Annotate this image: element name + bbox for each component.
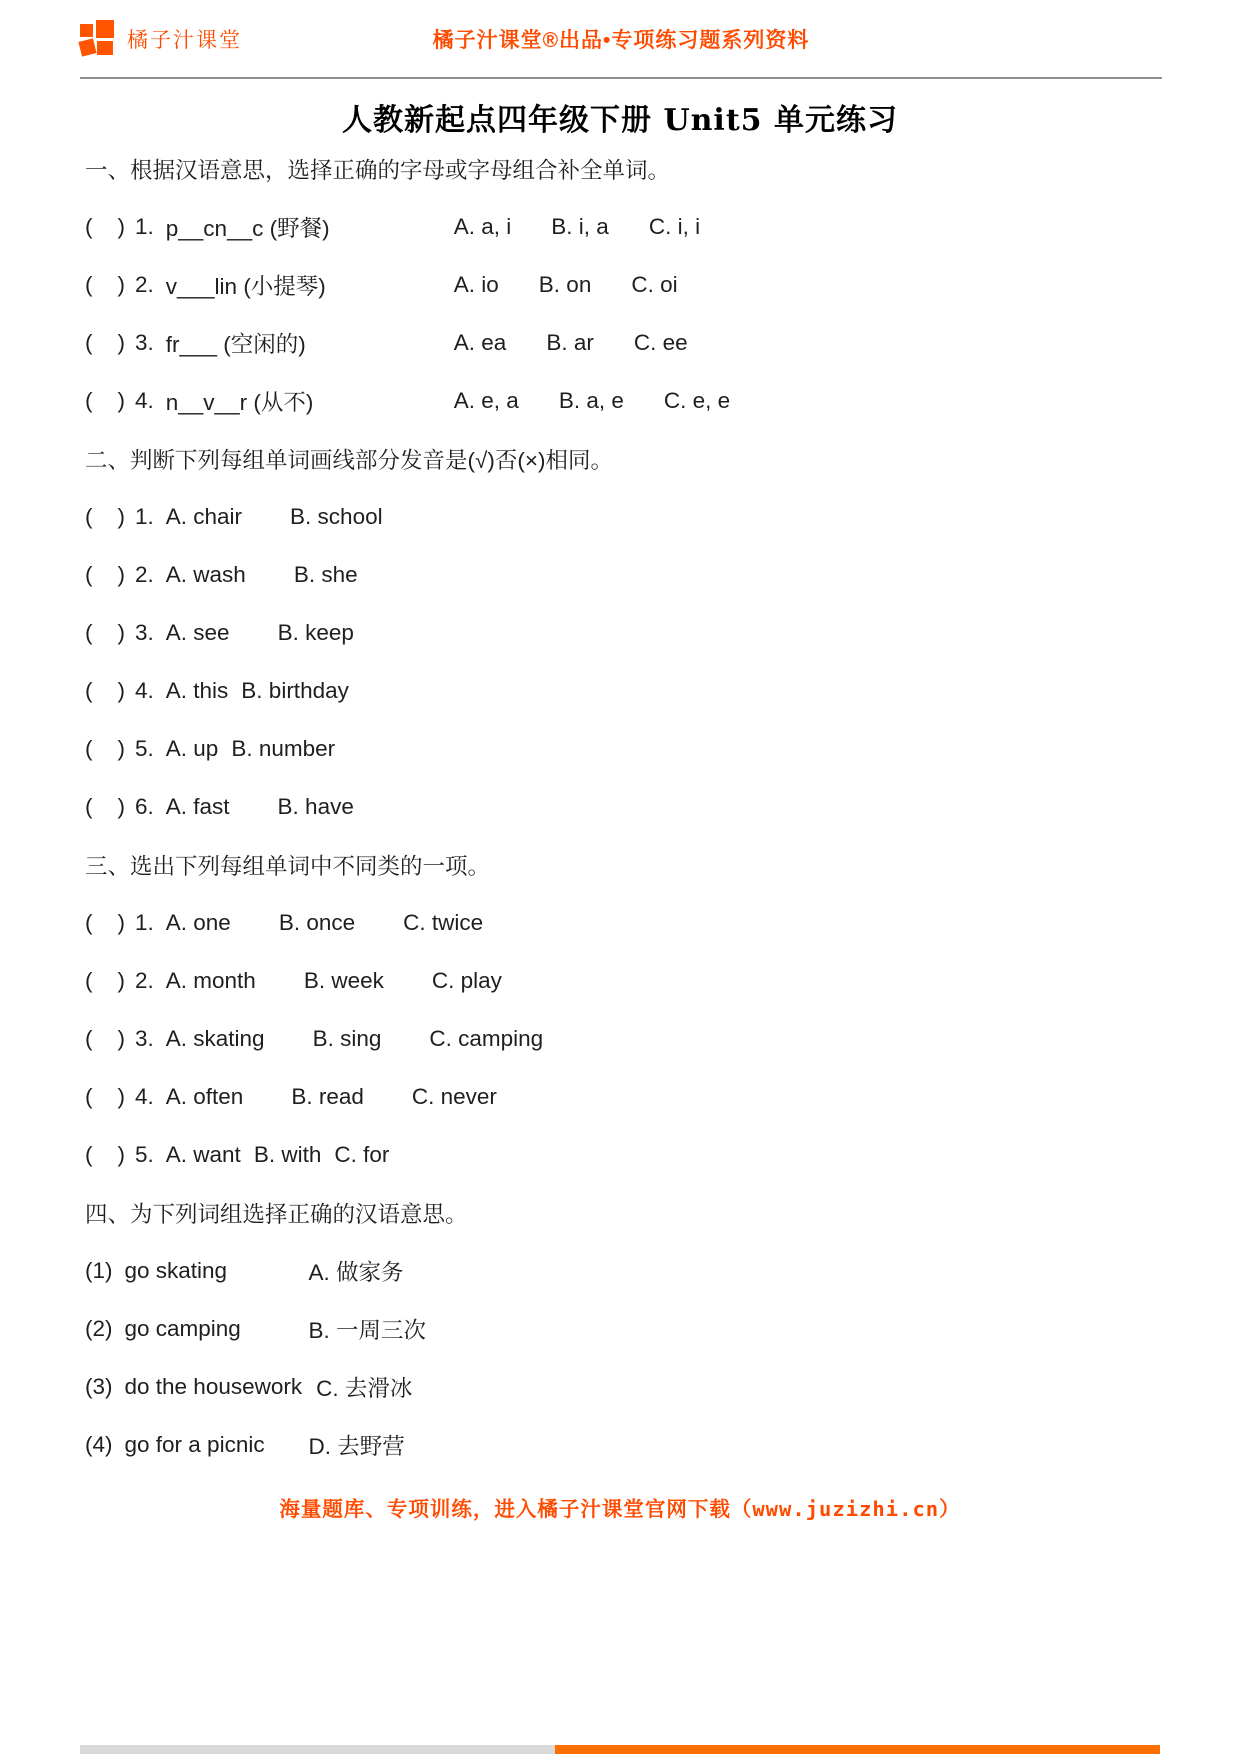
option-a: A. see <box>165 620 230 645</box>
question-row <box>85 256 1162 314</box>
question-number: 4. <box>135 388 154 413</box>
page-title: 人教新起点四年级下册 Unit5 单元练习 <box>342 103 898 138</box>
header-tagline: 橘子汁课堂®出品•专项练习题系列资料 <box>432 28 810 52</box>
option-a: A. up <box>165 736 219 761</box>
question-number: 4. <box>135 678 154 703</box>
question-number: 1. <box>135 214 154 239</box>
answer-blank: ( ) <box>85 214 125 239</box>
option-a: A. chair <box>165 504 243 529</box>
option-c: C. i, i <box>648 214 701 239</box>
option-c: C. for <box>334 1142 390 1167</box>
option-b: B. sing <box>312 1026 382 1051</box>
brand-logo-group <box>80 19 242 59</box>
bottom-accent-bar <box>80 1745 1160 1754</box>
option-a: A. io <box>453 272 499 297</box>
answer-blank: ( ) <box>85 1142 125 1167</box>
question-number: 1. <box>135 504 154 529</box>
question-number: 2. <box>135 562 154 587</box>
option-c: C. twice <box>403 910 484 935</box>
option-c: C. never <box>411 1084 497 1109</box>
section4-heading: 四、为下列词组选择正确的汉语意思。 <box>85 1202 468 1227</box>
question-row <box>85 720 1162 778</box>
option-a: A. a, i <box>453 214 512 239</box>
option-a: A. want <box>165 1142 241 1167</box>
option-b: B. keep <box>277 620 354 645</box>
question-row <box>85 662 1162 720</box>
question-number: 6. <box>135 794 154 819</box>
option-a: A. wash <box>165 562 246 587</box>
match-row <box>85 1300 1162 1358</box>
option-a: A. ea <box>453 330 507 355</box>
answer-blank: ( ) <box>85 1026 125 1051</box>
english-phrase: do the housework <box>124 1374 303 1399</box>
question-row <box>85 314 1162 372</box>
option-b: B. number <box>231 736 336 761</box>
option-b: B. she <box>293 562 358 587</box>
item-number: (4) <box>85 1432 113 1457</box>
section3-heading: 三、选出下列每组单词中不同类的一项。 <box>85 854 491 879</box>
option-b: B. have <box>277 794 354 819</box>
match-row <box>85 1416 1162 1474</box>
match-row <box>85 1358 1162 1416</box>
option-c: C. e, e <box>663 388 731 413</box>
option-a: A. this <box>165 678 229 703</box>
question-number: 3. <box>135 1026 154 1051</box>
option-c: C. ee <box>633 330 688 355</box>
question-number: 2. <box>135 968 154 993</box>
english-phrase: go camping <box>124 1316 241 1341</box>
answer-blank: ( ) <box>85 1084 125 1109</box>
question-row <box>85 372 1162 430</box>
page-header <box>80 0 1162 79</box>
option-a: A. e, a <box>453 388 519 413</box>
english-phrase: go for a picnic <box>124 1432 265 1457</box>
option-c: C. oi <box>631 272 678 297</box>
answer-blank: ( ) <box>85 968 125 993</box>
answer-blank: ( ) <box>85 620 125 645</box>
juzizhi-logo-icon <box>80 19 118 59</box>
meaning-option: B. 一周三次 <box>308 1318 427 1343</box>
question-row <box>85 604 1162 662</box>
question-row <box>85 778 1162 836</box>
question-stem: fr___ (空闲的) <box>165 332 306 357</box>
option-a: A. fast <box>165 794 230 819</box>
answer-blank: ( ) <box>85 794 125 819</box>
worksheet-content <box>85 140 1162 1474</box>
brand-name: 橘子汁课堂 <box>127 28 242 52</box>
meaning-option: A. 做家务 <box>308 1260 404 1285</box>
section1-heading: 一、根据汉语意思，选择正确的字母或字母组合补全单词。 <box>85 158 671 183</box>
option-b: B. school <box>290 504 383 529</box>
section2-heading: 二、判断下列每组单词画线部分发音是(√)否(×)相同。 <box>85 448 613 473</box>
question-stem: p__cn__c (野餐) <box>165 216 330 241</box>
option-b: B. birthday <box>241 678 349 703</box>
option-b: B. once <box>278 910 356 935</box>
question-number: 3. <box>135 620 154 645</box>
meaning-option: D. 去野营 <box>308 1434 405 1459</box>
option-c: C. camping <box>429 1026 544 1051</box>
option-a: A. often <box>165 1084 244 1109</box>
question-number: 3. <box>135 330 154 355</box>
question-number: 5. <box>135 1142 154 1167</box>
option-b: B. i, a <box>551 214 609 239</box>
answer-blank: ( ) <box>85 504 125 529</box>
option-b: B. read <box>291 1084 364 1109</box>
english-phrase: go skating <box>124 1258 228 1283</box>
question-row <box>85 952 1162 1010</box>
option-c: C. play <box>431 968 502 993</box>
answer-blank: ( ) <box>85 736 125 761</box>
question-row <box>85 546 1162 604</box>
option-b: B. with <box>253 1142 322 1167</box>
option-a: A. one <box>165 910 231 935</box>
question-row <box>85 1010 1162 1068</box>
item-number: (3) <box>85 1374 113 1399</box>
option-a: A. month <box>165 968 256 993</box>
page-footer <box>0 1478 1240 1536</box>
answer-blank: ( ) <box>85 388 125 413</box>
match-row <box>85 1242 1162 1300</box>
option-b: B. on <box>538 272 592 297</box>
answer-blank: ( ) <box>85 562 125 587</box>
option-a: A. skating <box>165 1026 265 1051</box>
option-b: B. week <box>303 968 384 993</box>
question-row <box>85 198 1162 256</box>
question-number: 2. <box>135 272 154 297</box>
answer-blank: ( ) <box>85 910 125 935</box>
question-number: 5. <box>135 736 154 761</box>
question-number: 1. <box>135 910 154 935</box>
question-row <box>85 1068 1162 1126</box>
answer-blank: ( ) <box>85 272 125 297</box>
bottom-bar-gray-segment <box>80 1745 555 1754</box>
answer-blank: ( ) <box>85 678 125 703</box>
question-stem: n__v__r (从不) <box>165 390 314 415</box>
question-row <box>85 488 1162 546</box>
bottom-bar-orange-segment <box>555 1745 1160 1754</box>
question-row <box>85 894 1162 952</box>
question-row <box>85 1126 1162 1184</box>
answer-blank: ( ) <box>85 330 125 355</box>
meaning-option: C. 去滑冰 <box>316 1376 413 1401</box>
item-number: (1) <box>85 1258 113 1283</box>
option-b: B. a, e <box>558 388 624 413</box>
option-b: B. ar <box>546 330 594 355</box>
footer-text: 海量题库、专项训练，进入橘子汁课堂官网下载（www.juzizhi.cn） <box>279 1497 961 1521</box>
item-number: (2) <box>85 1316 113 1341</box>
question-stem: v___lin (小提琴) <box>165 274 326 299</box>
question-number: 4. <box>135 1084 154 1109</box>
